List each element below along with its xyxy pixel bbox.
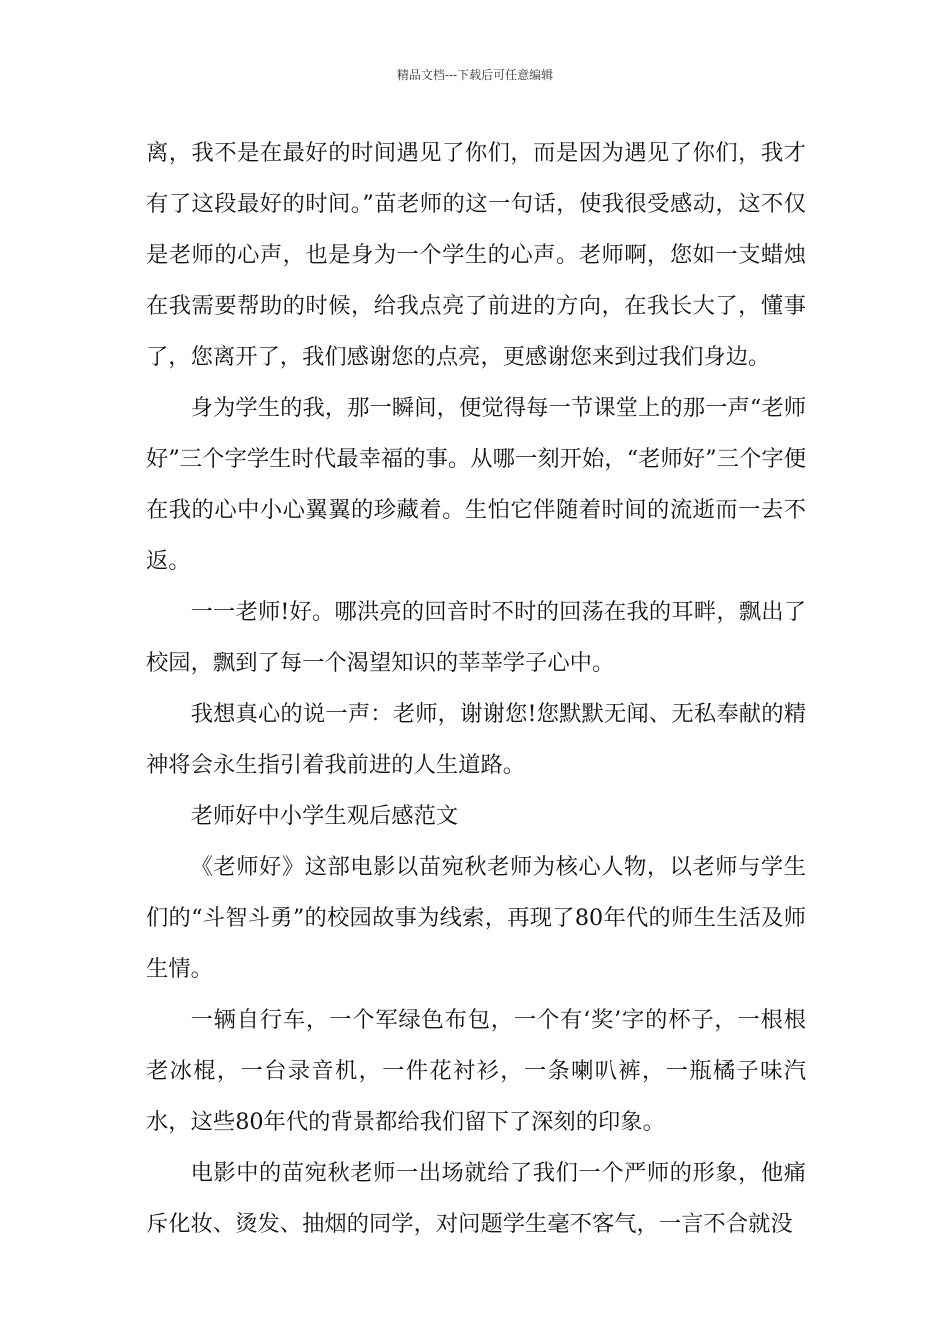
document-body: [146, 128, 806, 1250]
paragraph-6: 一辆自行车，一个军绿色布包，一个有‘奖’字的杯子，一根根老冰棍，一台录音机，一件花衬衫，一条喇叭裤，一瓶橘子味汽水，这些80年代的背景都给我们留下了深刻的印象。: [146, 1007, 806, 1135]
paragraph-7: 电影中的苗宛秋老师一出场就给了我们一个严师的形象，他痛斥化妆、烫发、抽烟的同学，对问题学生毫不客气，一言不合就没: [146, 1160, 806, 1237]
paragraph-3: 一一老师!好。哪洪亮的回音时不时的回荡在我的耳畔，飘出了校园，飘到了每一个渴望知识的莘莘学子心中。: [146, 599, 806, 676]
section-heading: 老师好中小学生观后感范文: [190, 803, 459, 829]
paragraph-1: 离，我不是在最好的时间遇见了你们，而是因为遇见了你们，我才有了这段最好的时间。”苗老师的这一句话，使我很受感动，这不仅是老师的心声，也是身为一个学生的心声。老师啊，您如一支蜡烛在我需要帮助的时候，给我点亮了前进的方向，在我长大了，懂事了，您离开了，我们感谢您的点亮，更感谢您来到过我们身边。: [146, 140, 806, 370]
paragraph-4: 我想真心的说一声：老师，谢谢您!您默默无闻、无私奉献的精神将会永生指引着我前进的人生道路。: [146, 701, 806, 778]
paragraph-2: 身为学生的我，那一瞬间，便觉得每一节课堂上的那一声“老师好”三个字学生时代最幸福的事。从哪一刻开始，“老师好”三个字便在我的心中小心翼翼的珍藏着。生怕它伴随着时间的流逝而一去不返。: [146, 395, 806, 574]
page-header: 精品文档---下载后可任意编辑: [396, 68, 554, 82]
paragraph-5: 《老师好》这部电影以苗宛秋老师为核心人物，以老师与学生们的“斗智斗勇”的校园故事为线索，再现了80年代的师生生活及师生情。: [146, 854, 806, 982]
